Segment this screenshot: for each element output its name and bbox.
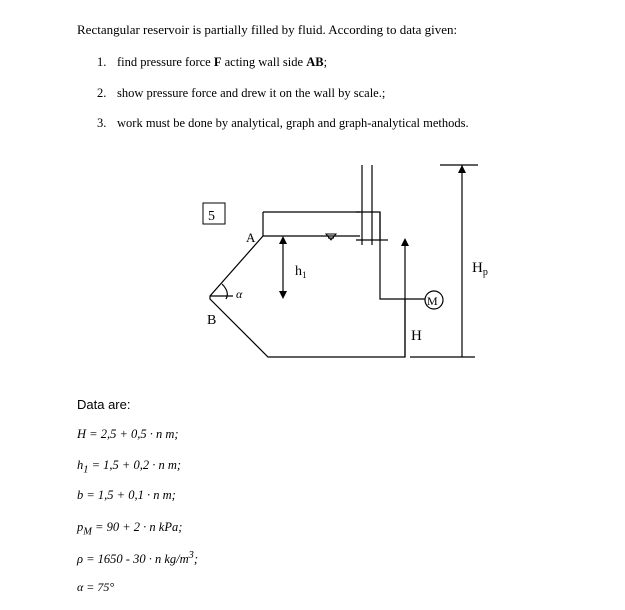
formula-subscript: M xyxy=(83,526,92,538)
h1-letter: h xyxy=(295,264,302,279)
task-text: work must be done by analytical, graph and graph-analytical methods. xyxy=(117,116,469,130)
h1-subscript: 1 xyxy=(302,270,307,280)
h-arrow-top xyxy=(401,238,409,246)
formula-superscript: 3 xyxy=(188,550,194,561)
formula-H: H = 2,5 + 0,5 · n m; xyxy=(77,427,179,441)
h1-arrow-bottom xyxy=(279,291,287,299)
formula-subscript: 1 xyxy=(83,464,89,476)
hp-subscript: p xyxy=(482,267,488,278)
task-text: show pressure force and drew it on the wall by scale.; xyxy=(117,86,386,100)
h-label: H xyxy=(411,328,422,344)
formula-expression: ρ = 1650 - 30 · n kg/m xyxy=(77,552,189,567)
wall-side-label: AB xyxy=(306,55,324,69)
point-b-label: B xyxy=(207,313,217,328)
formula-expression: = 1,5 + 0,2 · n m; xyxy=(88,458,182,472)
hp-arrow-top xyxy=(458,165,466,173)
point-a-label: A xyxy=(246,230,256,245)
force-symbol: F xyxy=(213,55,222,69)
task-text: find pressure force xyxy=(117,55,214,69)
free-surface-marker xyxy=(326,234,336,240)
formula-b: b = 1,5 + 0,1 · n m; xyxy=(77,488,176,502)
angle-label: α xyxy=(236,287,243,301)
formula-end: ; xyxy=(193,552,199,567)
formula-symbol: h xyxy=(77,458,84,472)
h1-arrow-top xyxy=(279,236,287,244)
formula-alpha: α = 75° xyxy=(77,580,115,594)
hp-label xyxy=(472,260,488,278)
task-number: 2. xyxy=(97,86,107,100)
angle-arc xyxy=(222,284,227,299)
task-number: 1. xyxy=(97,55,107,69)
formula-rho xyxy=(77,550,198,567)
h1-label xyxy=(295,264,307,280)
task-number: 3. xyxy=(97,116,107,130)
formula-expression: = 90 + 2 · n kPa; xyxy=(91,520,183,534)
formula-symbol: p xyxy=(77,520,84,534)
problem-intro: Rectangular reservoir is partially filled by fluid. According to data given: xyxy=(77,22,458,37)
task-text: acting wall side xyxy=(221,55,307,69)
task-text: ; xyxy=(323,55,328,69)
manometer-label: M xyxy=(427,294,438,308)
formula-h1 xyxy=(77,458,181,476)
hp-letter: H xyxy=(472,260,483,276)
data-heading: Data are: xyxy=(77,397,131,412)
formula-pM xyxy=(77,520,182,538)
variant-number: 5 xyxy=(208,209,215,224)
vertical-pipe xyxy=(362,165,372,245)
reservoir-lid xyxy=(263,212,360,236)
